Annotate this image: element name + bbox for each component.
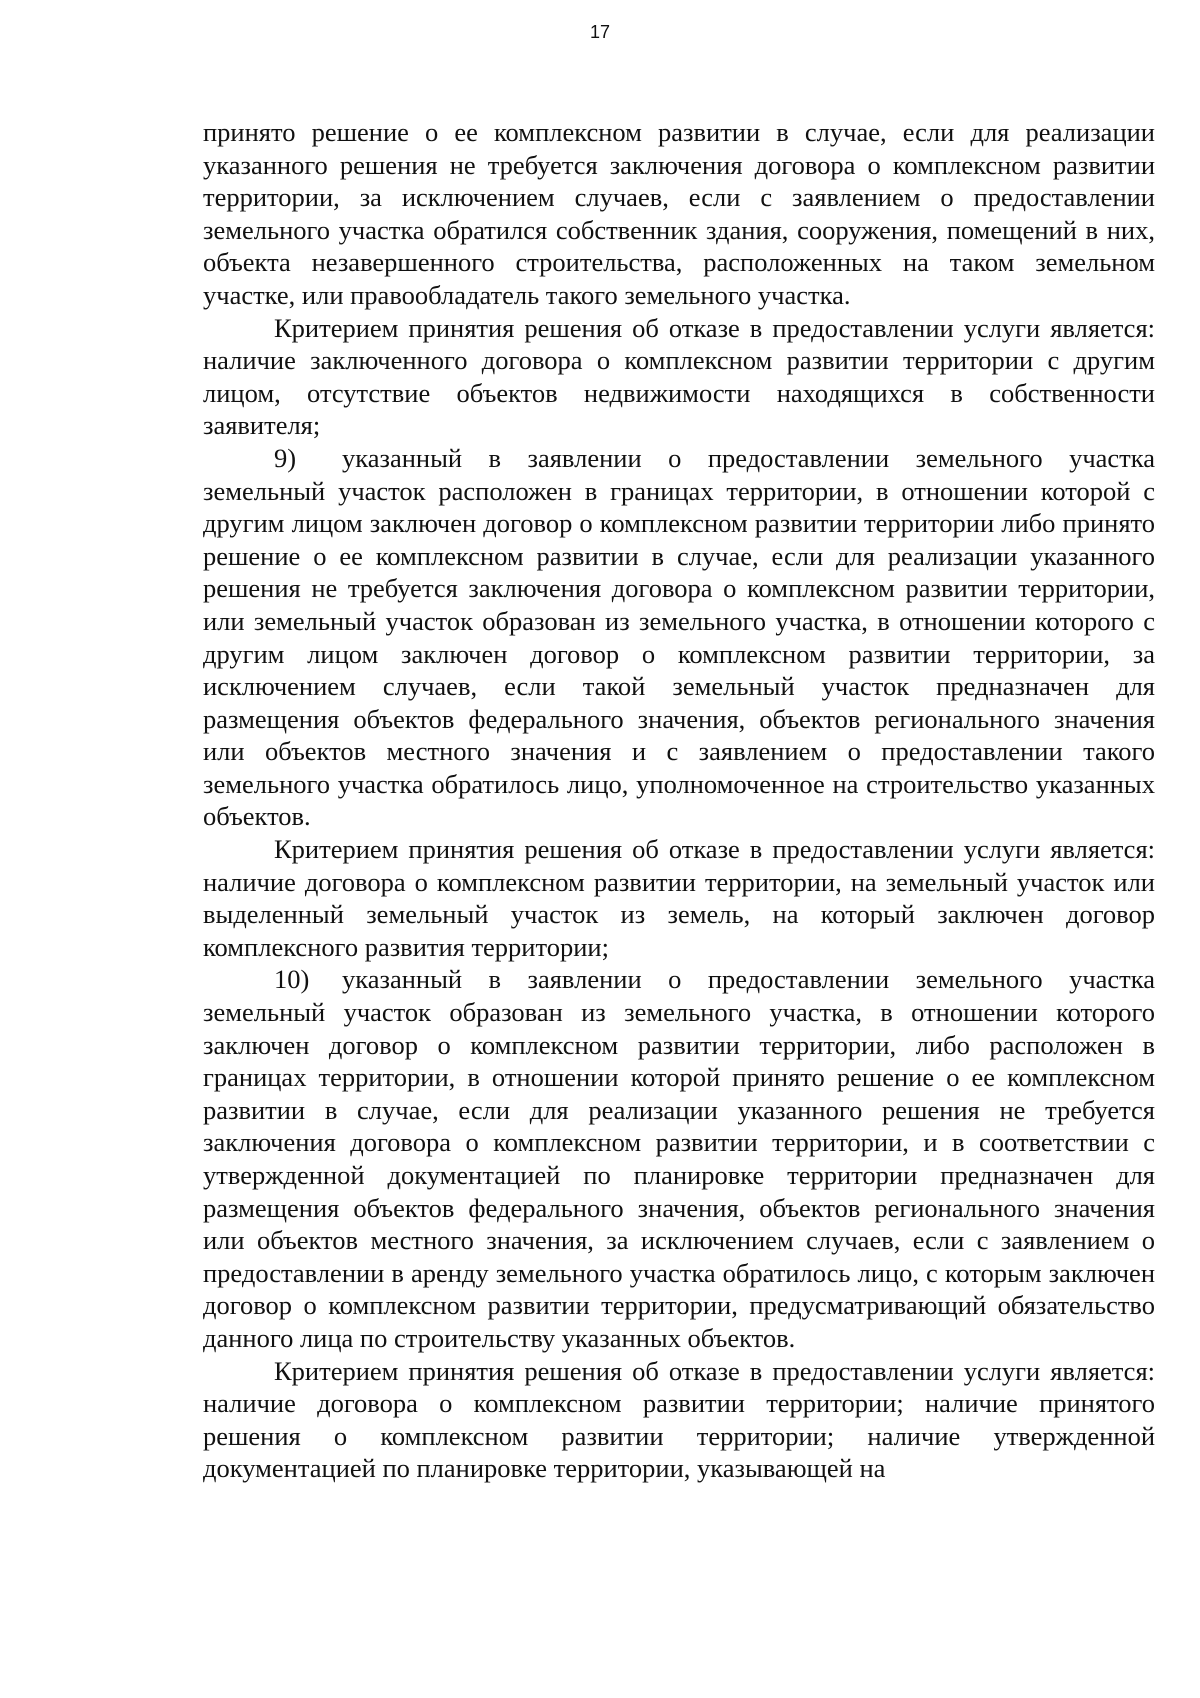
item-number-10: 10) xyxy=(274,964,310,995)
item-9-text: указанный в заявлении о предоставлении земельного участка земельный участок расположен в границах территории, в отношении которой с другим лицом заключен договор о комплексном развитии территории либо принято решение о ее комплексном развитии в случае, если для реализации указанного решения не требуется заключения договора о комплексном развитии территории, или земельный участок образован из земельного участка, в отношении которого с другим лицом заключен договор о комплексном развитии территории, за исключением случаев, если такой земельный участок предназначен для размещения объектов федерального значения, объектов регионального значения или объектов местного значения и с заявлением о предоставлении такого земельного участка обратилось лицо, уполномоченное на строительство указанных объектов. xyxy=(203,442,1155,832)
paragraph-item-9 xyxy=(203,442,1155,833)
paragraph-continuation: принято решение о ее комплексном развитии в случае, если для реализации указанного решения не требуется заключения договора о комплексном развитии территории, за исключением случаев, если с заявлением о предоставлении земельного участка обратился собственник здания, сооружения, помещений в них, объекта незавершенного строительства, расположенных на таком земельном участке, или правообладатель такого земельного участка. xyxy=(203,117,1155,310)
item-number-9: 9) xyxy=(274,442,297,473)
paragraph-item-10 xyxy=(203,963,1155,1354)
page-number: 17 xyxy=(589,22,611,42)
paragraph-criterion-8: Критерием принятия решения об отказе в предоставлении услуги является: наличие заключенного договора о комплексном развитии территории с другим лицом, отсутствие объектов недвижимости находящихся в собственности заявителя; xyxy=(203,312,1155,441)
paragraph-criterion-10: Критерием принятия решения об отказе в предоставлении услуги является: наличие договора о комплексном развитии территории; наличие принятого решения о комплексном развитии территории; наличие утвержденной документацией по планировке территории, указывающей на xyxy=(203,1355,1155,1484)
document-body xyxy=(203,116,1155,1485)
paragraph-criterion-9: Критерием принятия решения об отказе в предоставлении услуги является: наличие договора о комплексном развитии территории, на земельный участок или выделенный земельный участок из земель, на который заключен договор комплексного развития территории; xyxy=(203,834,1155,962)
item-10-text: указанный в заявлении о предоставлении земельного участка земельный участок образован из земельного участка, в отношении которого заключен договор о комплексном развитии территории, либо расположен в границах территории, в отношении которой принято решение о ее комплексном развитии в случае, если для реализации указанного решения не требуется заключения договора о комплексном развитии территории, и в соответствии с утвержденной документацией по планировке территории предназначен для размещения объектов федерального значения, объектов регионального значения или объектов местного значения, за исключением случаев, если с заявлением о предоставлении в аренду земельного участка обратилось лицо, с которым заключен договор о комплексном развитии территории, предусматривающий обязательство данного лица по строительству указанных объектов. xyxy=(203,964,1155,1353)
